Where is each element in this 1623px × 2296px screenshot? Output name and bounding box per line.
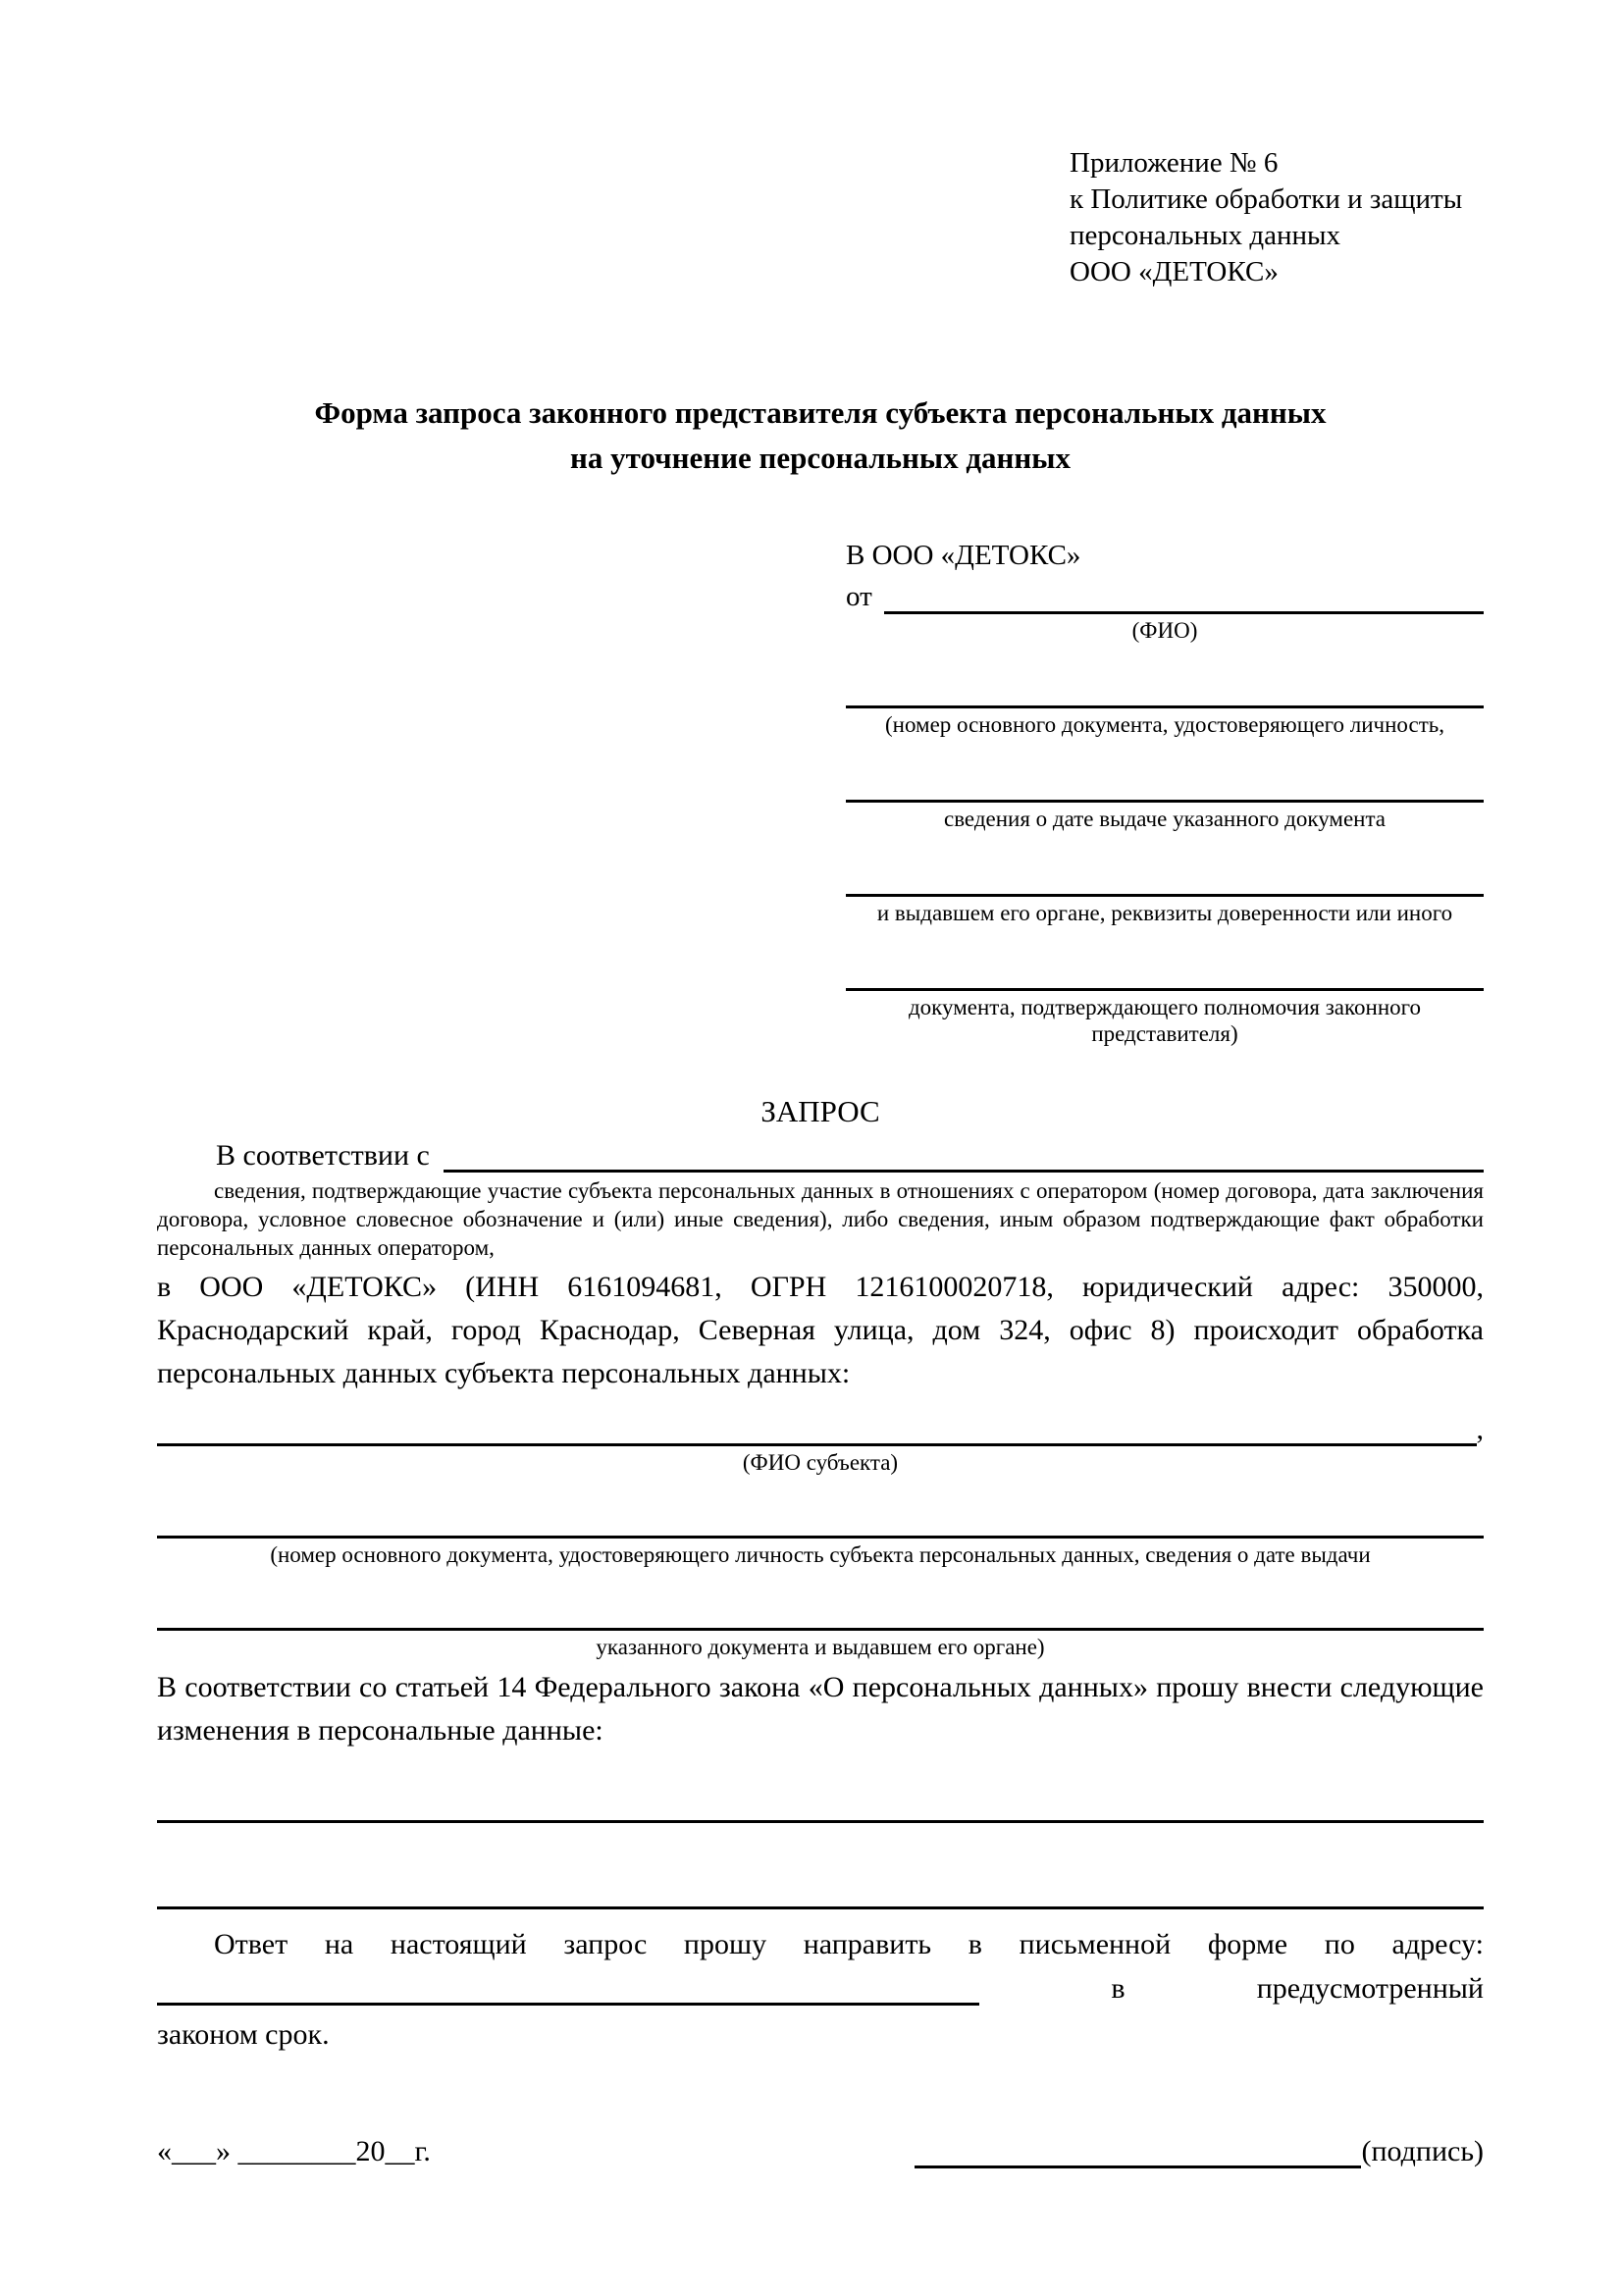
subject-doc-blank-line-2: [157, 1595, 1484, 1631]
doc-number-blank-line: [846, 675, 1484, 708]
request-intro-prefix: В соответствии с: [216, 1139, 430, 1172]
authority-doc-caption: документа, подтверждающего полномочия законного представителя): [908, 995, 1421, 1046]
fio-caption: (ФИО): [1131, 618, 1198, 643]
document-title-line-1: Форма запроса законного представителя субъекта персональных данных: [314, 395, 1327, 430]
operator-paragraph: в ООО «ДЕТОКС» (ИНН 6161094681, ОГРН 1216100020718, юридический адрес: 350000, Краснодарский край, город Краснодар, Северная улица, дом 324, офис 8) происходит обработка персональных данных субъекта персональных данных:: [157, 1271, 1484, 1389]
appendix-line-2: к Политике обработки и защиты: [1070, 183, 1463, 215]
subject-doc-caption-1: (номер основного документа, удостоверяющего личность субъекта персональных данных, сведения о дате выдачи: [270, 1542, 1371, 1567]
subject-fio-row: [157, 1413, 1484, 1446]
doc-number-caption: (номер основного документа, удостоверяющего личность,: [884, 712, 1444, 737]
subject-doc-caption-2: указанного документа и выдавшем его органе): [596, 1635, 1045, 1659]
changes-blank-line-1: [157, 1788, 1484, 1823]
answer-line-1: Ответ на настоящий запрос прошу направить в письменной форме по адресу:: [214, 1928, 1484, 1960]
issuing-authority-blank-line: [846, 863, 1484, 897]
addressee-from-label: от: [846, 581, 872, 612]
issue-date-caption: сведения о дате выдаче указанного документа: [943, 807, 1387, 831]
document-title: [157, 391, 1484, 481]
law-paragraph: В соответствии со статьей 14 Федерального закона «О персональных данных» прошу внести следующие изменения в персональные данные:: [157, 1671, 1484, 1747]
date-blank-text: «___» ________20__г.: [157, 2135, 431, 2167]
subject-fio-comma: ,: [1476, 1413, 1484, 1445]
subject-fio-caption: (ФИО субъекта): [742, 1450, 899, 1475]
fio-blank-line: [884, 585, 1484, 614]
addressee-to: В ООО «ДЕТОКС»: [846, 540, 1081, 571]
answer-address-blank-line: [157, 1972, 979, 2006]
relation-proof-blank-line: [444, 1139, 1484, 1173]
answer-row-2: [157, 1972, 1484, 2006]
issuing-authority-caption: и выдавшем его органе, реквизиты доверенности или иного: [876, 901, 1453, 925]
subject-doc-blank-line-1: [157, 1503, 1484, 1539]
addressee-block: [846, 538, 1484, 1047]
signature-caption: (подпись): [1361, 2135, 1484, 2167]
answer-word-v: в: [1111, 1972, 1126, 2005]
authority-doc-blank-line: [846, 958, 1484, 991]
appendix-block: [1070, 145, 1484, 290]
answer-line-3: законом срок.: [157, 2018, 330, 2051]
appendix-line-1: Приложение № 6: [1070, 147, 1279, 179]
appendix-line-3: персональных данных: [1070, 220, 1341, 251]
document-title-line-2: на уточнение персональных данных: [570, 441, 1071, 475]
issue-date-blank-line: [846, 769, 1484, 803]
signature-group: [915, 2135, 1484, 2168]
answer-word-predusmotrennyi: предусмотренный: [1256, 1972, 1484, 2005]
signature-blank-line: [915, 2139, 1361, 2168]
changes-blank-line-2: [157, 1874, 1484, 1909]
request-heading: ЗАПРОС: [760, 1094, 880, 1128]
addressee-from-row: [846, 579, 1484, 614]
relation-proof-note: сведения, подтверждающие участие субъекта персональных данных в отношениях с оператором (номер договора, дата заключения договора, условное словесное обозначение и (или) иные сведения), либо сведения, иным образом подтверждающие факт обработки персональных данных оператором,: [157, 1178, 1484, 1260]
footer-row: [157, 2135, 1484, 2168]
appendix-line-4: ООО «ДЕТОКС»: [1070, 256, 1279, 287]
subject-fio-blank-line: [157, 1413, 1477, 1446]
request-intro-row: [157, 1139, 1484, 1173]
